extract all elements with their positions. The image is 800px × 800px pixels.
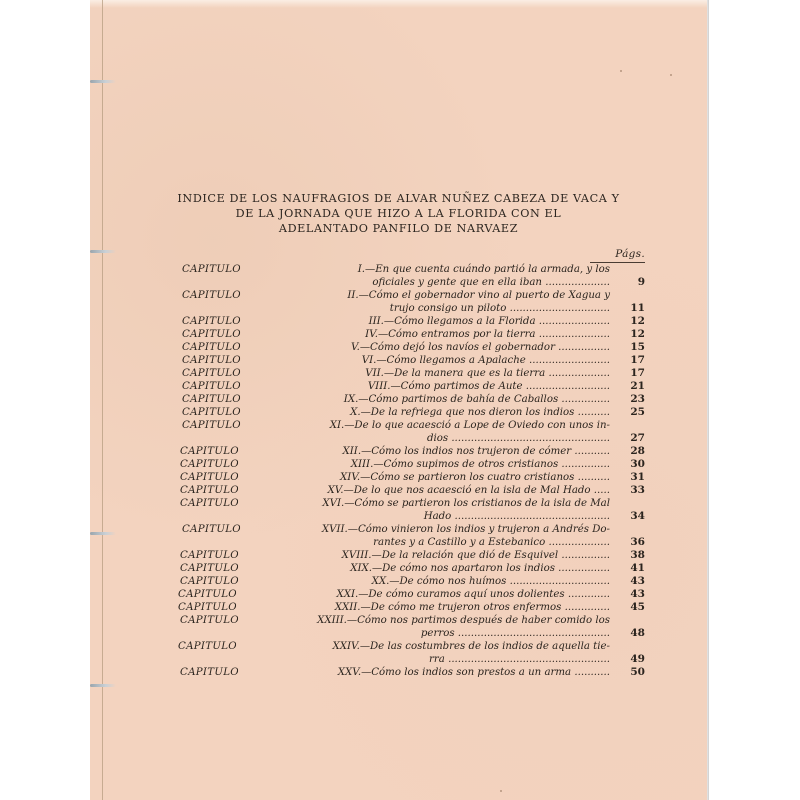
chapter-title-line: XI.—De lo que acaesció a Lope de Oviedo con unos in- [329,420,610,431]
page-number: 36 [630,536,645,548]
chapter-title-line: Hado ................................................ [423,511,610,522]
chapter-title-line: oficiales y gente que en ella iban .................... [372,277,610,288]
chapter-label: CAPITULO [182,355,241,366]
binding-stitch-icon [90,250,116,253]
chapter-label: CAPITULO [182,524,241,535]
page-number: 9 [637,276,645,288]
chapter-title-line: XXI.—De cómo curamos aquí unos dolientes ............. [336,589,610,600]
chapter-title-line: XVI.—Cómo se partieron los cristianos de la isla de Mal [322,498,610,509]
page-number: 31 [630,471,645,483]
chapter-title-line: dios ................................................. [426,433,610,444]
binding-stitch-icon [90,80,116,83]
page-number: 17 [630,367,645,379]
chapter-title-line: X.—De la refriega que nos dieron los indios .......... [350,407,610,418]
chapter-label: CAPITULO [180,472,239,483]
chapter-title-line: XVIII.—De la relación que dió de Esquivel ............... [341,550,610,561]
page-number: 27 [630,432,645,444]
chapter-title-line: XXII.—De cómo me trujeron otros enfermos .............. [334,602,610,613]
chapter-label: CAPITULO [180,459,239,470]
page-number: 15 [630,341,645,353]
page-number: 50 [630,666,645,678]
pages-column-header: Págs. [590,248,645,263]
page-number: 12 [630,328,645,340]
chapter-title-line: XIV.—Cómo se partieron los cuatro cristianos .......... [340,472,610,483]
chapter-title-line: II.—Cómo el gobernador vino al puerto de Xagua y [347,290,610,301]
chapter-title-line: VI.—Cómo llegamos a Apalache ......................... [361,355,610,366]
chapter-title-line: rra .................................................. [429,654,610,665]
chapter-title-line: trujo consigo un piloto ............................... [389,303,610,314]
chapter-title-line: XX.—De cómo nos huímos ............................... [371,576,610,587]
paper-speck [620,70,622,72]
chapter-title-line: I.—En que cuenta cuándo partió la armada, y los [357,264,610,275]
page-number: 38 [630,549,645,561]
page-number: 34 [630,510,645,522]
chapter-title-line: VIII.—Cómo partimos de Aute .......................... [367,381,610,392]
chapter-label: CAPITULO [182,290,241,301]
chapter-title-line: V.—Cómo dejó los navíos el gobernador ................ [351,342,610,353]
page-number: 28 [630,445,645,457]
chapter-label: CAPITULO [182,264,241,275]
title-line: DE LA JORNADA QUE HIZO A LA FLORIDA CON EL [235,207,562,220]
chapter-label: CAPITULO [182,420,241,431]
page-number: 23 [630,393,645,405]
chapter-title-line: perros ............................................... [420,628,610,639]
chapter-title-line: XVII.—Cómo vinieron los indios y trujeron a Andrés Do- [321,524,610,535]
title-line: ADELANTADO PANFILO DE NARVAEZ [278,222,519,235]
chapter-label: CAPITULO [180,615,239,626]
chapter-title-line: XV.—De lo que nos acaesció en la isla de Mal Hado ..... [327,485,610,496]
chapter-label: CAPITULO [180,576,239,587]
page-number: 49 [630,653,645,665]
page-number: 48 [630,627,645,639]
binding-stitch-icon [90,532,116,535]
page-number: 45 [630,601,645,613]
chapter-title-line: IX.—Cómo partimos de bahía de Caballos ............... [343,394,610,405]
binding-fold-line [102,0,103,800]
page-number: 41 [630,562,645,574]
chapter-title-line: XIX.—De cómo nos apartaron los indios ................ [350,563,610,574]
paper-speck [500,790,502,792]
chapter-title-line: XII.—Cómo los indios nos trujeron de cómer ........... [342,446,610,457]
chapter-label: CAPITULO [182,342,241,353]
binding-stitch-icon [90,684,116,687]
paper-speck [670,74,672,76]
chapter-label: CAPITULO [182,368,241,379]
page-number: 43 [630,575,645,587]
chapter-label: CAPITULO [178,589,237,600]
page-number: 43 [630,588,645,600]
chapter-label: CAPITULO [180,667,239,678]
chapter-label: CAPITULO [182,407,241,418]
chapter-label: CAPITULO [180,563,239,574]
page-number: 11 [630,302,645,314]
page-number: 33 [630,484,645,496]
chapter-label: CAPITULO [182,329,241,340]
chapter-title-line: rantes y a Castillo y a Estebanico ................... [373,537,610,548]
page-number: 12 [630,315,645,327]
chapter-label: CAPITULO [180,550,239,561]
chapter-title-line: VII.—De la manera que es la tierra ................... [365,368,610,379]
page-number: 21 [630,380,645,392]
chapter-label: CAPITULO [182,381,241,392]
chapter-title-line: XXV.—Cómo los indios son prestos a un arma ........... [337,667,610,678]
chapter-title-line: XIII.—Cómo supimos de otros cristianos ............... [350,459,610,470]
chapter-label: CAPITULO [180,446,239,457]
page-number: 30 [630,458,645,470]
chapter-title-line: XXIV.—De las costumbres de los indios de aquella tie- [332,641,610,652]
chapter-title-line: IV.—Cómo entramos por la tierra ...................... [365,329,610,340]
chapter-label: CAPITULO [182,316,241,327]
page-top-edge [90,0,707,8]
chapter-label: CAPITULO [182,394,241,405]
title-line: INDICE DE LOS NAUFRAGIOS DE ALVAR NUÑEZ CABEZA DE VACA Y [177,192,620,205]
chapter-title-line: III.—Cómo llegamos a la Florida ...................... [368,316,610,327]
index-title [90,191,707,236]
page-number: 17 [630,354,645,366]
chapter-title-line: XXIII.—Cómo nos partimos después de haber comido los [317,615,610,626]
page-number: 25 [630,406,645,418]
chapter-label: CAPITULO [180,498,239,509]
chapter-label: CAPITULO [180,485,239,496]
chapter-label: CAPITULO [178,602,237,613]
book-page [90,0,707,800]
chapter-label: CAPITULO [178,641,237,652]
